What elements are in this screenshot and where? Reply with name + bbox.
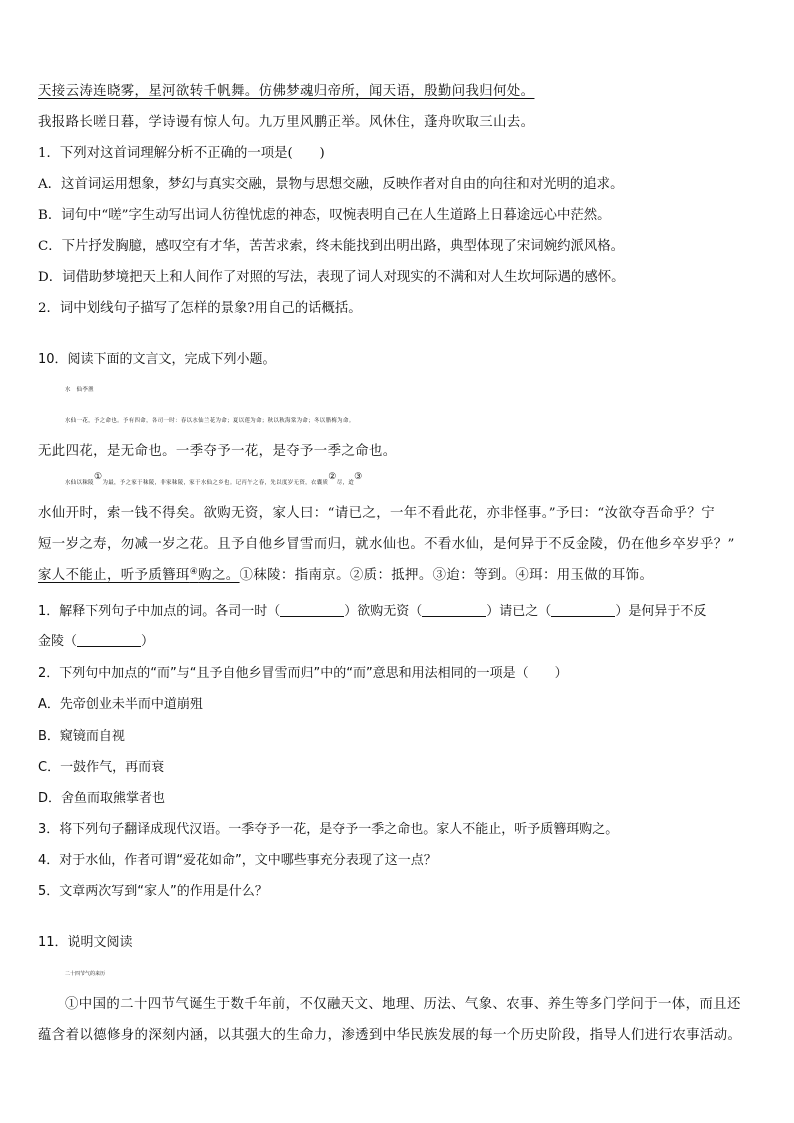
answer-blank-4[interactable] <box>77 632 141 647</box>
q10-question-2: 2．下列句中加点的“而”与“且予自他乡冒雪而归”中的“而”意思和用法相同的一项是（ ） <box>38 666 568 681</box>
poem-line-2: 我报路长嗟日暮，学诗谩有惊人句。九万里风鹏正举。风休住，蓬舟吹取三山去。 <box>38 115 535 130</box>
q10-question-1-line2: 金陵（ ） <box>38 634 155 649</box>
q10-option-c: C．一鼓作气，再而衰 <box>38 760 165 775</box>
poem-line-1 <box>38 82 762 102</box>
q10-option-d: D．舍鱼而取熊掌者也 <box>38 791 166 806</box>
footnote-mark-4: ④ <box>189 567 199 577</box>
answer-blank-3[interactable] <box>551 602 615 617</box>
q11-para1-line2: 蕴含着以德修身的深刻内涵，以其强大的生命力，渗透到中华民族发展的每一个历史阶段，指导人们进行农事活动。 <box>38 1028 742 1043</box>
q11-passage-title: 二十四节气的来历 <box>65 971 106 977</box>
q10-para1-line1: 水仙一花，予之命也。予有四命，各司一时：春以水仙兰花为命；夏以莲为命；秋以秋海棠为命；冬以腊梅为命。 <box>65 418 355 424</box>
q9-option-a: A．这首词运用想象，梦幻与真实交融，景物与思想交融，反映作者对自由的向往和对光明的追求。 <box>38 177 624 192</box>
q11-para1-line1: ①中国的二十四节气诞生于数千年前，不仅融天文、地理、历法、气象、农事、养生等多门学问于一体，而且还 <box>65 997 741 1012</box>
footnote-mark-2: ② <box>328 472 337 482</box>
q10-para2-line1: 水仙以秣陵①为最，予之家于秣陵，非家秣陵，家于水仙之乡也。记丙午之春，先以度岁无资，衣囊质②尽，迨③ <box>65 472 363 486</box>
answer-blank-1[interactable] <box>280 602 344 617</box>
underlined-poem-line: 天接云涛连晓雾，星河欲转千帆舞。仿佛梦魂归帝所，闻天语，殷勤问我归何处。 <box>38 84 535 99</box>
q10-question-4: 4．对于水仙，作者可谓“爱花如命”，文中哪些事充分表现了这一点？ <box>38 853 437 868</box>
footnotes: ①秣陵：指南京。②质：抵押。③迨：等到。④珥：用玉做的耳饰。 <box>239 568 654 583</box>
q9-question-2: 2．词中划线句子描写了怎样的景象?用自己的话概括。 <box>38 301 362 316</box>
q10-passage-title: 水 仙李渔 <box>65 387 94 393</box>
underlined-sentence: 家人不能止，听予质簪珥④购之。 <box>38 567 240 583</box>
q10-option-a: A．先帝创业未半而中道崩殂 <box>38 697 203 712</box>
q11-heading: 11．说明文阅读 <box>38 935 133 950</box>
q10-heading: 10．阅读下面的文言文，完成下列小题。 <box>38 352 276 367</box>
q9-option-c: C．下片抒发胸臆，感叹空有才华，苦苦求索，终未能找到出明出路，典型体现了宋词婉约派风格。 <box>38 239 625 254</box>
q10-para1-line2: 无此四花，是无命也。一季夺予一花，是夺予一季之命也。 <box>38 444 397 459</box>
q10-question-3: 3．将下列句子翻译成现代汉语。一季夺予一花，是夺予一季之命也。家人不能止，听予质簪珥购之。 <box>38 822 619 837</box>
q10-option-b: B．窥镜而自视 <box>38 729 125 744</box>
q9-question-1: 1．下列对这首词理解分析不正确的一项是( ) <box>38 146 325 161</box>
answer-blank-2[interactable] <box>422 602 486 617</box>
q10-para2-line3: 短一岁之寿，勿减一岁之花。且予自他乡冒雪而归，就水仙也。不看水仙，是何异于不反金陵，仍在他乡卒岁乎？” <box>38 537 735 552</box>
q10-para2-line2: 水仙开时，索一钱不得矣。欲购无资，家人曰：“请已之，一年不看此花，亦非怪事。”予曰：“汝欲夺吾命乎？宁 <box>38 506 715 521</box>
q10-para2-line4 <box>38 566 762 586</box>
q10-question-5: 5．文章两次写到“家人”的作用是什么？ <box>38 884 268 899</box>
q9-option-b: B．词句中“嗟”字生动写出词人彷徨忧虑的神态，叹惋表明自己在人生道路上日暮途远心中茫然。 <box>38 208 611 223</box>
footnote-mark-3: ③ <box>354 472 363 482</box>
q9-option-d: D．词借助梦境把天上和人间作了对照的写法，表现了词人对现实的不满和对人生坎坷际遇的感怀。 <box>38 270 625 285</box>
footnote-mark-1: ① <box>93 472 103 482</box>
q10-question-1-line1: 1．解释下列句子中加点的词。各司一时（ ）欲购无资（ ）请已之（ ）是何异于不反 <box>38 604 707 619</box>
